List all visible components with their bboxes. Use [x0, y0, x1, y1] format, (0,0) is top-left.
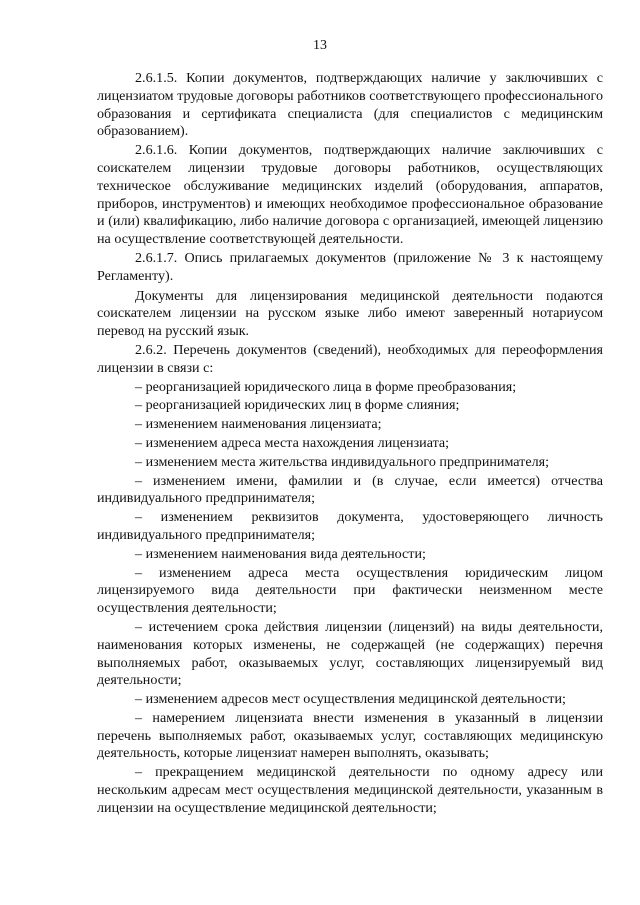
paragraph-2-6-1-7: 2.6.1.7. Опись прилагаемых документов (приложение № 3 к настоящему Регламенту).	[97, 249, 603, 284]
list-item: – изменением наименования лицензиата;	[135, 416, 382, 433]
document-body	[97, 70, 603, 818]
list-item: – изменением наименования вида деятельности;	[135, 545, 426, 562]
list-item: – реорганизацией юридического лица в форме преобразования;	[135, 378, 517, 395]
page-number: 13	[313, 38, 327, 53]
list-item: – изменением адреса места осуществления юридическим лицом лицензируемого вида деятельности при фактически неизменном месте осуществления деятельности;	[97, 564, 603, 617]
list-item: – намерением лицензиата внести изменения в указанный в лицензии перечень выполняемых работ, оказываемых услуг, составляющих медицинскую деятельность, которые лицензиат намерен выполнять, оказывать;	[97, 709, 603, 762]
list-item: – изменением адресов мест осуществления медицинской деятельности;	[135, 691, 566, 708]
list-item: – изменением имени, фамилии и (в случае, если имеется) отчества индивидуального предпринимателя;	[97, 472, 603, 507]
list-item: – истечением срока действия лицензии (лицензий) на виды деятельности, наименования которых изменены, не содержащей (не содержащих) перечня выполняемых работ, оказываемых услуг, составляющих лицензируемый вид деятельности;	[97, 618, 603, 689]
list-item: – прекращением медицинской деятельности по одному адресу или нескольким адресам мест осуществления медицинской деятельности, указанным в лицензии на осуществление медицинской деятельности;	[97, 764, 603, 816]
list-item: – изменением места жительства индивидуального предпринимателя;	[135, 453, 550, 470]
list-item: – изменением реквизитов документа, удостоверяющего личность индивидуального предпринимателя;	[97, 509, 603, 543]
paragraph-2-6-2: 2.6.2. Перечень документов (сведений), необходимых для переоформления лицензии в связи с:	[97, 341, 603, 376]
paragraph-2-6-1-6: 2.6.1.6. Копии документов, подтверждающих наличие заключивших с соискателем лицензии трудовые договоры работников, осуществляющих техническое обслуживание медицинских изделий (оборудования, аппаратов, приборов, инструментов) и имеющих необходимое профессиональное образование и (или) квалификацию, либо наличие договора с организацией, имеющей лицензию на осуществление соответствующей деятельности.	[97, 142, 603, 248]
paragraph-2-6-1-5: 2.6.1.5. Копии документов, подтверждающих наличие у заключивших с лицензиатом трудовые договоры работников соответствующего профессионального образования и сертификата специалиста (для специалистов с медицинским образованием).	[97, 70, 603, 140]
list-item: – изменением адреса места нахождения лицензиата;	[135, 434, 450, 451]
paragraph-documents-language: Документы для лицензирования медицинской деятельности подаются соискателем лицензии на русском языке либо имеют заверенный нотариусом перевод на русский язык.	[97, 287, 603, 340]
list-item: – реорганизацией юридических лиц в форме слияния;	[135, 397, 460, 414]
reasons-list	[97, 379, 603, 818]
